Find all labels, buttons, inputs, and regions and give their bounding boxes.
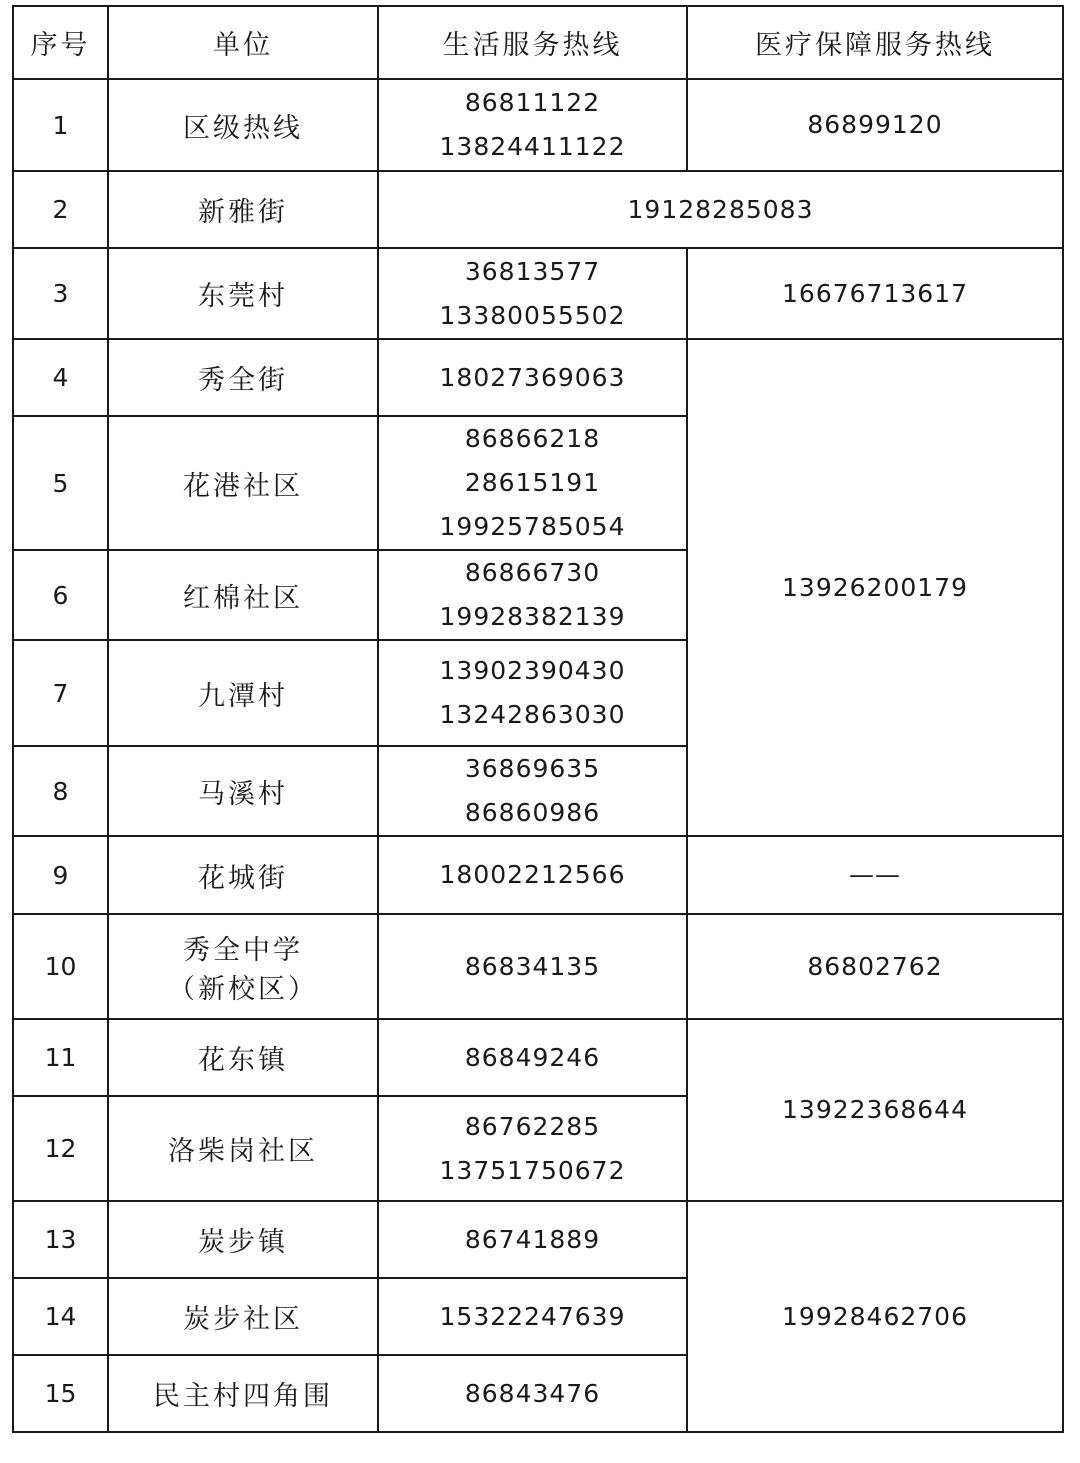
row-number: 7 — [13, 640, 108, 746]
unit-name: 马溪村 — [108, 746, 378, 836]
header-life-hotline: 生活服务热线 — [378, 6, 687, 79]
row-number: 5 — [13, 416, 108, 550]
header-row — [13, 6, 1063, 79]
life-hotline-cell — [378, 836, 687, 914]
phone-number: 18027369063 — [439, 362, 626, 392]
row-number: 1 — [13, 79, 108, 171]
row-number: 14 — [13, 1278, 108, 1355]
phone-number: 13380055502 — [439, 300, 626, 330]
phone-number: 28615191 — [464, 468, 601, 497]
row-number: 10 — [13, 914, 108, 1019]
unit-name: 秀全中学 — [183, 934, 303, 966]
hotline-table — [12, 5, 1064, 1433]
phone-number: 13902390430 — [439, 656, 626, 685]
row-number: 8 — [13, 746, 108, 836]
unit-name: 花港社区 — [108, 416, 378, 550]
phone-number: 15322247639 — [439, 1301, 626, 1331]
phone-number: 86860986 — [464, 798, 601, 827]
phone-number: 13242863030 — [439, 700, 626, 729]
phone-number: 36869635 — [464, 754, 601, 783]
medical-hotline-cell: 16676713617 — [687, 248, 1063, 339]
life-hotline-cell — [378, 248, 687, 339]
unit-name-note: （新校区） — [168, 973, 318, 1005]
row-number: 11 — [13, 1019, 108, 1096]
life-hotline-cell — [378, 1096, 687, 1201]
unit-name: 秀全街 — [108, 339, 378, 416]
unit-name: 红棉社区 — [108, 550, 378, 640]
table-row — [13, 836, 1063, 914]
phone-number: 86849246 — [464, 1042, 601, 1072]
unit-name: 花东镇 — [108, 1019, 378, 1096]
row-number: 9 — [13, 836, 108, 914]
phone-number: 36813577 — [464, 256, 601, 286]
row-number: 12 — [13, 1096, 108, 1201]
medical-hotline-cell: 19928462706 — [687, 1201, 1063, 1432]
phone-number: 13751750672 — [439, 1155, 626, 1185]
header-medical-hotline: 医疗保障服务热线 — [687, 6, 1063, 79]
phone-number: 19925785054 — [439, 512, 626, 541]
phone-number: 86762285 — [464, 1111, 601, 1141]
life-hotline-cell — [378, 1019, 687, 1096]
row-number: 2 — [13, 171, 108, 248]
phone-number: 86834135 — [464, 951, 601, 981]
life-hotline-cell — [378, 79, 687, 171]
phone-number: 86811122 — [464, 88, 601, 117]
medical-hotline-cell: 86802762 — [687, 914, 1063, 1019]
table-row — [13, 1201, 1063, 1278]
unit-name: 炭步社区 — [108, 1278, 378, 1355]
life-hotline-cell — [378, 1201, 687, 1278]
unit-name: 东莞村 — [108, 248, 378, 339]
phone-number: 18002212566 — [439, 860, 626, 889]
life-hotline-cell — [378, 550, 687, 640]
life-hotline-cell — [378, 640, 687, 746]
unit-name: 区级热线 — [108, 79, 378, 171]
phone-number: 19928382139 — [439, 602, 626, 631]
header-index: 序号 — [13, 6, 108, 79]
phone-number: 86866218 — [464, 424, 601, 453]
unit-name: 新雅街 — [108, 171, 378, 248]
life-hotline-cell — [378, 1278, 687, 1355]
row-number: 15 — [13, 1355, 108, 1432]
unit-name: 民主村四角围 — [108, 1355, 378, 1432]
table-row — [13, 79, 1063, 171]
combined-hotline-cell: 19128285083 — [378, 171, 1063, 248]
row-number: 4 — [13, 339, 108, 416]
table-row — [13, 171, 1063, 248]
table-row — [13, 1019, 1063, 1096]
phone-number: 86741889 — [464, 1224, 601, 1254]
table-row — [13, 914, 1063, 1019]
medical-hotline-cell: 86899120 — [687, 79, 1063, 171]
row-number: 6 — [13, 550, 108, 640]
medical-hotline-cell: —— — [687, 836, 1063, 914]
life-hotline-cell — [378, 914, 687, 1019]
phone-number: 13824411122 — [439, 132, 626, 161]
row-number: 3 — [13, 248, 108, 339]
unit-name: 炭步镇 — [108, 1201, 378, 1278]
life-hotline-cell — [378, 1355, 687, 1432]
medical-hotline-cell: 13926200179 — [687, 339, 1063, 836]
phone-number: 86866730 — [464, 558, 601, 587]
table-row — [13, 248, 1063, 339]
table-row — [13, 339, 1063, 416]
unit-name: 洛柴岗社区 — [108, 1096, 378, 1201]
header-unit: 单位 — [108, 6, 378, 79]
medical-hotline-cell: 13922368644 — [687, 1019, 1063, 1201]
life-hotline-cell — [378, 339, 687, 416]
row-number: 13 — [13, 1201, 108, 1278]
unit-name: 九潭村 — [108, 640, 378, 746]
unit-name: 花城街 — [108, 836, 378, 914]
unit-name-cell — [108, 914, 378, 1019]
life-hotline-cell — [378, 416, 687, 550]
life-hotline-cell — [378, 746, 687, 836]
phone-number: 86843476 — [464, 1378, 601, 1408]
